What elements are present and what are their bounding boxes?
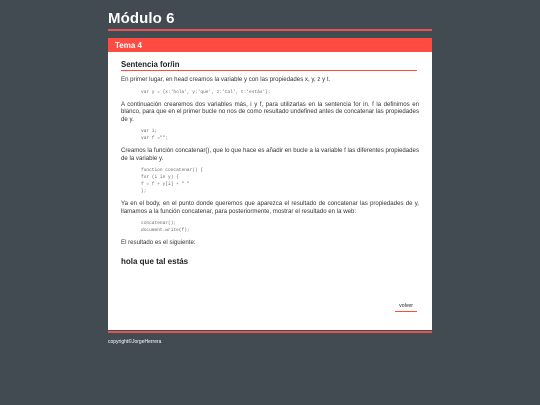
paragraph-3: Creamos la función concatenar(), que lo que hace es añadir en bucle a la variable f las diferentes propiedades de la variable y.: [121, 147, 419, 162]
code-block-3: [141, 167, 419, 195]
code-block-4: [141, 220, 419, 234]
code-line: var i;: [141, 129, 158, 134]
paragraph-1: En primer lugar, en head creamos la variable y con las propiedades x, y, z y t.: [121, 76, 331, 83]
footer-copyright: copyright©JorgeHerrera: [108, 339, 162, 345]
code-line: function concatenar() {: [141, 168, 204, 173]
page-title: Módulo 6: [108, 10, 175, 27]
content-card: [108, 38, 432, 330]
section-title: Tema 4: [115, 40, 142, 50]
code-line: var y = {x:'hola', y:'que', z:'tal', t:'estás'};: [141, 89, 271, 95]
code-line: };: [141, 189, 147, 194]
code-line: for (i in y) {: [141, 175, 179, 180]
back-link[interactable]: volver: [395, 303, 417, 312]
paragraph-4: Ya en el body, en el punto donde queremos que aparezca el resultado de concatenar las propiedades de y, llamamos a la función concatenar, para posteriormente, mostrar el resultado en la web:: [121, 200, 419, 215]
code-line: var f ="";: [141, 136, 169, 141]
result-text: hola que tal estás: [121, 256, 189, 266]
subtitle-divider: [121, 70, 417, 71]
content-body: [121, 52, 419, 330]
code-line: document.write(f);: [141, 228, 190, 233]
subtitle: Sentencia for/in: [121, 60, 180, 69]
paragraph-5: El resultado es el siguiente:: [121, 239, 196, 246]
paragraph-2: A continuación crearemos dos variables más, i y f, para utilizarlas en la sentencia for in. f la definimos en blanco, para que en el primer bucle no nos de como resultado undefined antes de concatenar las propiedades de y.: [121, 100, 419, 123]
code-line: concatenar();: [141, 221, 177, 226]
title-divider: [108, 29, 432, 31]
code-block-2: [141, 128, 419, 142]
code-block-1: [141, 89, 419, 96]
footer-divider: [108, 331, 432, 333]
section-header: [108, 38, 432, 52]
code-line: f = f + y[i] + " ": [141, 182, 190, 187]
